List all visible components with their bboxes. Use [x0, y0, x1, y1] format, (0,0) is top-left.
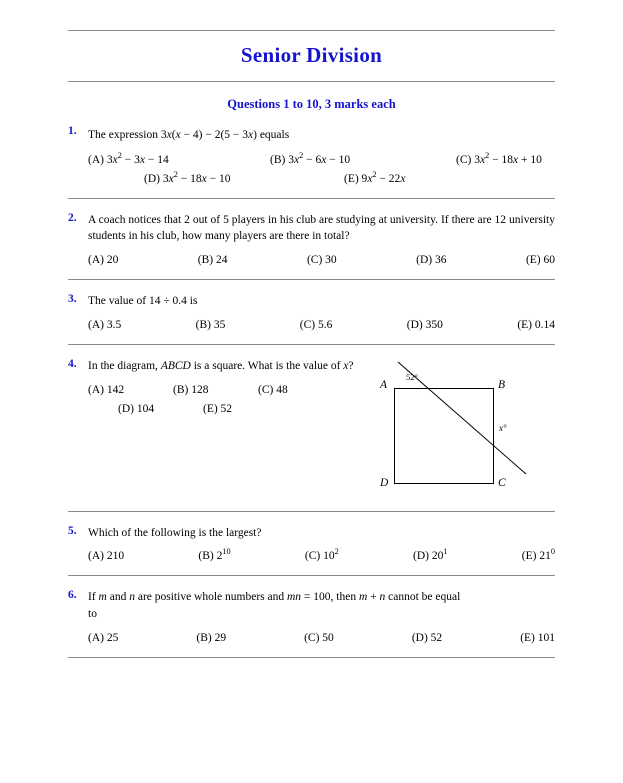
question-3-choices: [88, 319, 555, 331]
question-1-choices-row-1: [88, 150, 555, 166]
question-4-choices-row-2: [88, 403, 356, 415]
question-2-choice-c[interactable]: (C) 30: [306, 254, 337, 267]
question-3-number: 3.: [68, 293, 77, 306]
section-heading: Questions 1 to 10, 3 marks each: [227, 97, 396, 111]
question-5-text: Which of the following is the largest?: [88, 526, 262, 539]
question-3-choice-d[interactable]: (D) 350: [406, 318, 443, 331]
square-diagram-figure: [366, 358, 566, 498]
q5-b-exp: 10: [222, 547, 231, 557]
vertex-label-b: B: [498, 378, 506, 391]
question-3-choice-c[interactable]: (C) 5.6: [299, 318, 333, 331]
question-1-choice-a[interactable]: (A) $3x^2 - 3x - 14$: [88, 150, 169, 166]
q5-c-exp: 2: [334, 547, 339, 557]
divider-after-q1: [68, 198, 555, 199]
question-3-choice-b[interactable]: (B) 35: [195, 318, 226, 331]
question-5-choices: [88, 547, 555, 563]
question-2-choice-b[interactable]: (B) 24: [197, 254, 228, 267]
question-6-text: If m and n are positive whole numbers and mn = 100, then m + n cannot be equal to: [88, 589, 555, 622]
question-4-choice-a[interactable]: (A) 142: [88, 384, 125, 397]
question-1-choice-d[interactable]: (D) $3x^2 - 18x - 10$: [144, 169, 231, 185]
exam-page: [0, 30, 623, 783]
question-4-choice-c[interactable]: (C) 48: [258, 384, 288, 397]
q5-b-base: 2: [216, 550, 223, 563]
q5-d-exp: 1: [443, 547, 448, 557]
question-6-text-line2: to: [88, 608, 97, 621]
question-5-choice-c[interactable]: (C) $10^2$: [304, 547, 339, 563]
question-6-choice-c[interactable]: (C) 50: [304, 631, 334, 644]
divider-after-q2: [68, 279, 555, 280]
question-2-text: A coach notices that 2 out of 5 players in his club are studying at university. If there are 12 university students in his club, how many players are there in total?: [88, 213, 555, 243]
question-5-choice-e[interactable]: (E) $21^0$: [521, 547, 555, 563]
question-4-choice-e[interactable]: (E) 52: [203, 403, 233, 416]
question-3: [68, 293, 555, 331]
vertex-label-a: A: [380, 378, 388, 391]
question-1-choices-row-2: [88, 169, 555, 185]
question-4-choices-row-1: [88, 384, 356, 396]
question-2-choice-a[interactable]: (A) 20: [88, 254, 119, 267]
square-shape: [394, 388, 494, 484]
divider-after-q6: [68, 657, 555, 658]
angle-label-x: x°: [499, 422, 507, 433]
angle-label-52: 52°: [406, 371, 418, 382]
divider-under-title: [68, 81, 555, 82]
question-5-number: 5.: [68, 524, 77, 537]
question-1-number: 1.: [68, 125, 77, 137]
q5-d-base: 20: [431, 550, 444, 563]
divider-after-q5: [68, 575, 555, 576]
question-6-choice-e[interactable]: (E) 101: [520, 631, 555, 644]
question-4-choice-d[interactable]: (D) 104: [118, 403, 155, 416]
question-2: [68, 212, 555, 266]
page-title: Senior Division: [240, 43, 383, 67]
question-5-choice-d[interactable]: (D) $20^1$: [413, 547, 448, 563]
question-1-choice-e[interactable]: (E) $9x^2 - 22x$: [344, 169, 406, 185]
question-4: [68, 358, 555, 498]
question-4-right-column: [356, 358, 566, 498]
question-1-choice-c[interactable]: (C) $3x^2 - 18x + 10$: [456, 150, 542, 166]
question-3-choice-e[interactable]: (E) 0.14: [517, 318, 555, 331]
question-2-choice-d[interactable]: (D) 36: [416, 254, 447, 267]
question-5-choice-b[interactable]: (B) $2^{10}$: [198, 547, 231, 563]
divider-after-q4: [68, 511, 555, 512]
question-6-choices: [88, 632, 555, 644]
question-2-number: 2.: [68, 211, 77, 224]
question-6-number: 6.: [68, 589, 77, 602]
question-1: [68, 125, 555, 185]
question-2-choices: [88, 254, 555, 266]
q5-e-base: 21: [539, 550, 551, 563]
vertex-label-c: C: [498, 476, 506, 489]
question-1-text: The expression 3x(x − 4) − 2(5 − 3x) equals: [88, 129, 290, 141]
question-3-text: The value of 14 ÷ 0.4 is: [88, 295, 198, 308]
question-4-left-column: [88, 358, 356, 416]
question-2-choice-e[interactable]: (E) 60: [525, 254, 555, 267]
question-5: [68, 525, 555, 563]
divider-after-q3: [68, 344, 555, 345]
question-1-choice-b[interactable]: (B) $3x^2 - 6x - 10$: [270, 150, 351, 166]
question-3-choice-a[interactable]: (A) 3.5: [88, 318, 122, 331]
divider-top: [68, 30, 555, 31]
question-4-number: 4.: [68, 357, 77, 370]
question-4-text: In the diagram, ABCD is a square. What is the value of x?: [88, 359, 354, 372]
q5-a-base: 210: [106, 550, 125, 563]
question-6-choice-a[interactable]: (A) 25: [88, 631, 119, 644]
question-6: [68, 589, 555, 643]
q5-c-base: 10: [323, 550, 335, 563]
question-6-choice-d[interactable]: (D) 52: [411, 631, 443, 644]
question-5-choice-a[interactable]: (A) 210: [88, 550, 125, 563]
vertex-label-d: D: [380, 476, 389, 489]
q5-e-exp: 0: [550, 547, 555, 557]
question-6-choice-b[interactable]: (B) 29: [196, 631, 227, 644]
question-4-body: [88, 358, 555, 498]
question-4-choice-b[interactable]: (B) 128: [173, 384, 209, 397]
